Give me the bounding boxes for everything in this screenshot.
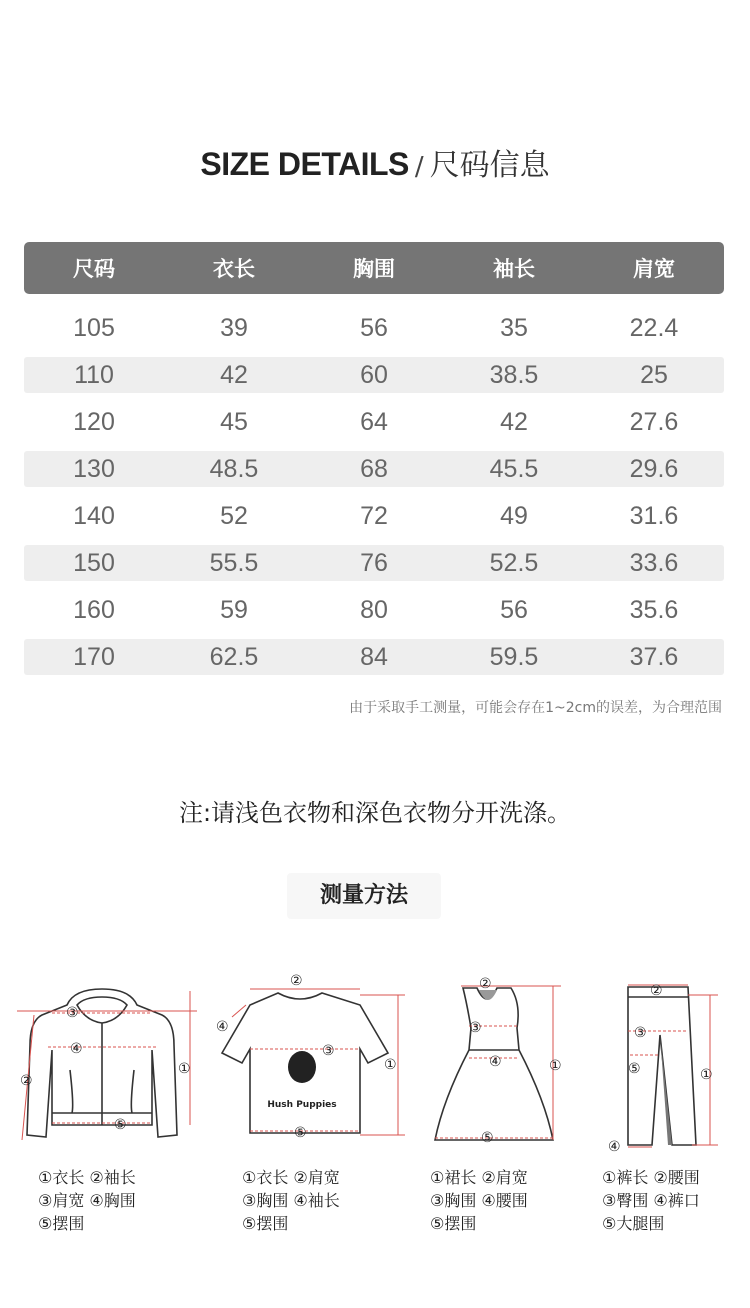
title-cn: 尺码信息 [429,148,550,183]
table-cell: 55.5 [209,548,259,577]
pants-marker-2: ② [650,983,663,999]
pants-marker-5: ⑤ [628,1061,641,1077]
dog-print-icon [288,1051,316,1083]
pants-marker-4: ④ [608,1139,621,1155]
tshirt-diagram [210,965,410,1145]
table-row [24,545,724,581]
table-cell: 62.5 [209,642,259,671]
washing-notice: 注:请浅色衣物和深色衣物分开洗涤。 [178,799,572,827]
tshirt-marker-4: ④ [216,1019,229,1035]
tshirt-marker-3: ③ [322,1043,335,1059]
hoodie-marker-2: ② [20,1073,33,1089]
table-cell: 42 [500,407,528,436]
size-table-header [24,242,724,294]
measurement-footnote: 由于采取手工测量，可能会存在1~2cm的误差，为合理范围 [349,700,722,716]
table-row [24,639,724,675]
table-cell: 160 [73,595,115,624]
table-row [24,310,724,346]
table-row [24,592,724,628]
dress-legend [430,1166,528,1235]
table-cell: 35 [500,313,528,342]
dress-diagram [425,970,575,1150]
legend-line: ③臀围 ④裤口 [602,1191,700,1210]
table-cell: 25 [640,360,668,389]
pants-legend [602,1166,700,1235]
pants-marker-3: ③ [634,1025,647,1041]
table-cell: 52 [220,501,248,530]
table-cell: 64 [360,407,388,436]
hoodie-diagram [12,975,202,1150]
legend-line: ⑤大腿围 [602,1214,665,1233]
table-cell: 48.5 [209,454,259,483]
table-cell: 31.6 [629,501,679,530]
legend-line: ⑤摆围 [242,1214,289,1233]
table-cell: 49 [500,501,528,530]
dress-marker-2: ② [479,976,492,992]
table-cell: 68 [360,454,388,483]
title-slash: / [414,152,424,182]
table-cell: 52.5 [489,548,539,577]
legend-line: ③肩宽 ④胸围 [38,1191,136,1210]
dress-marker-5: ⑤ [481,1130,494,1146]
table-row [24,498,724,534]
table-cell: 80 [360,595,388,624]
legend-line: ①衣长 ②袖长 [38,1168,136,1187]
table-cell: 39 [220,313,248,342]
measure-method-title: 测量方法 [287,873,441,919]
legend-line: ①衣长 ②肩宽 [242,1168,340,1187]
dress-marker-1: ① [549,1058,562,1074]
table-row [24,404,724,440]
table-header-row [24,242,724,294]
table-row [24,357,724,393]
legend-line: ③胸围 ④腰围 [430,1191,528,1210]
table-cell: 42 [220,360,248,389]
hoodie-marker-3: ③ [66,1005,79,1021]
table-cell: 140 [73,501,115,530]
table-cell: 45 [220,407,248,436]
table-cell: 27.6 [629,407,679,436]
dress-marker-4: ④ [489,1054,502,1070]
table-cell: 45.5 [489,454,539,483]
hoodie-marker-1: ① [178,1061,191,1077]
legend-line: ③胸围 ④袖长 [242,1191,340,1210]
table-row [24,451,724,487]
table-cell: 72 [360,501,388,530]
tshirt-marker-2: ② [290,973,303,989]
table-cell: 37.6 [629,642,679,671]
table-cell: 56 [500,595,528,624]
table-cell: 150 [73,548,115,577]
table-cell: 59 [220,595,248,624]
hoodie-marker-4: ④ [70,1041,83,1057]
table-cell: 22.4 [629,313,679,342]
table-cell: 170 [73,642,115,671]
table-cell: 76 [360,548,388,577]
table-cell: 110 [74,360,114,389]
table-cell: 84 [360,642,388,671]
table-cell: 29.6 [629,454,679,483]
table-cell: 35.6 [629,595,679,624]
table-cell: 120 [73,407,115,436]
tshirt-marker-5: ⑤ [294,1125,307,1141]
tshirt-legend [242,1166,340,1235]
table-cell: 56 [360,313,388,342]
pants-diagram [600,975,725,1160]
legend-line: ①裤长 ②腰围 [602,1168,700,1187]
table-cell: 130 [73,454,115,483]
tshirt-marker-1: ① [384,1057,397,1073]
header-length: 衣长 [213,257,255,281]
size-table-body [24,310,724,686]
table-cell: 60 [360,360,388,389]
table-cell: 59.5 [489,642,539,671]
table-cell: 105 [73,313,115,342]
table-cell: 38.5 [489,360,539,389]
legend-line: ⑤摆围 [38,1214,85,1233]
header-size: 尺码 [73,257,115,281]
legend-line: ①裙长 ②肩宽 [430,1168,528,1187]
table-cell: 33.6 [629,548,679,577]
legend-line: ⑤摆围 [430,1214,477,1233]
title-en: SIZE DETAILS [200,146,409,182]
tshirt-print-text: Hush Puppies [267,1100,337,1110]
dress-marker-3: ③ [469,1020,482,1036]
pants-marker-1: ① [700,1067,713,1083]
hoodie-marker-5: ⑤ [114,1117,127,1133]
header-chest: 胸围 [353,257,395,281]
header-sleeve: 袖长 [493,257,535,281]
hoodie-legend [38,1166,136,1235]
page-title [0,140,750,184]
header-shoulder: 肩宽 [633,257,675,281]
